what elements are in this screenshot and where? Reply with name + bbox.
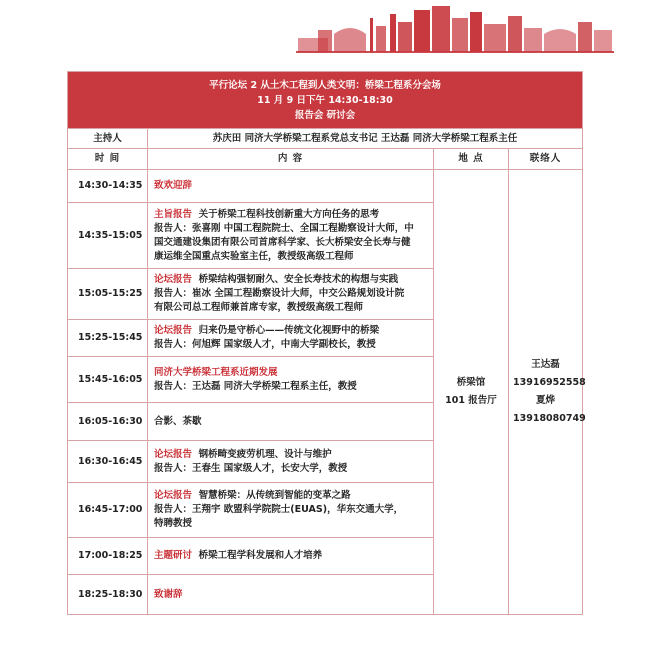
row-title: 关于桥梁工程科技创新重大方向任务的思考 (198, 208, 380, 220)
row-time: 15:25-15:45 (68, 320, 148, 357)
row-time: 16:05-16:30 (68, 403, 148, 441)
row-content (148, 357, 434, 403)
row-time: 16:30-16:45 (68, 441, 148, 483)
row-detail: 报告人：王春生 国家级人才，长安大学，教授 (154, 462, 348, 474)
col-time-header: 时 间 (68, 149, 148, 170)
row-tag: 论坛报告 (154, 325, 193, 336)
row-tag: 论坛报告 (154, 490, 193, 501)
row-content (148, 575, 434, 615)
host-value: 苏庆田 同济大学桥梁工程系党总支书记 王达磊 同济大学桥梁工程系主任 (148, 129, 583, 149)
forum-header (68, 72, 583, 129)
host-label: 主持人 (68, 129, 148, 149)
row-title: 合影、茶歇 (154, 415, 202, 427)
venue-cell (434, 170, 509, 615)
row-content (148, 538, 434, 575)
forum-format: 报告会 研讨会 (294, 110, 356, 121)
row-detail: 康运维全国重点实验室主任，教授级高级工程师 (154, 250, 354, 262)
row-detail: 国交通建设集团有限公司首席科学家、长大桥梁安全长寿与健 (154, 236, 411, 248)
row-tag: 论坛报告 (154, 274, 193, 285)
row-content (148, 203, 434, 269)
row-detail: 报告人：王翔宇 欧盟科学院院士(EUAS)，华东交通大学， (154, 504, 404, 515)
schedule-table (67, 71, 586, 615)
forum-date: 11 月 9 日下午 14:30-18:30 (257, 95, 393, 106)
skyline-banner (0, 0, 650, 56)
row-detail: 报告人：张喜刚 中国工程院院士、全国工程勘察设计大师，中 (154, 222, 414, 234)
row-title: 桥梁结构强韧耐久、安全长寿技术的构想与实践 (198, 274, 399, 285)
row-content (148, 269, 434, 320)
row-title: 桥梁工程学科发展和人才培养 (198, 550, 323, 561)
host-row (68, 129, 583, 149)
col-content-header: 内 容 (148, 149, 434, 170)
row-time: 17:00-18:25 (68, 538, 148, 575)
row-tag: 论坛报告 (154, 448, 193, 460)
contact-phone-2: 13918080749 (513, 413, 586, 424)
row-detail: 有限公司总工程师兼首席专家，教授级高级工程师 (154, 302, 364, 313)
row-time: 18:25-18:30 (68, 575, 148, 615)
row-time: 15:05-15:25 (68, 269, 148, 320)
row-detail: 特聘教授 (154, 518, 193, 529)
col-venue-header: 地 点 (434, 149, 509, 170)
contact-name-2: 夏烨 (536, 395, 556, 406)
column-header-row (68, 149, 583, 170)
table-row (68, 170, 583, 203)
contact-name-1: 王达磊 (531, 359, 560, 370)
row-detail: 报告人：何旭辉 国家级人才，中南大学副校长，教授 (154, 339, 376, 350)
venue-room: 101 报告厅 (445, 395, 497, 406)
row-time: 16:45-17:00 (68, 483, 148, 538)
row-detail: 报告人：崔冰 全国工程勘察设计大师，中交公路规划设计院 (154, 288, 405, 299)
row-time: 14:30-14:35 (68, 170, 148, 203)
col-contact-header: 联络人 (509, 149, 583, 170)
contact-phone-1: 13916952558 (513, 377, 586, 388)
row-title: 智慧桥梁：从传统到智能的变革之路 (198, 490, 351, 501)
row-tag: 主题研讨 (154, 550, 193, 561)
row-content (148, 403, 434, 441)
row-time: 14:35-15:05 (68, 203, 148, 269)
forum-header-row (68, 72, 583, 129)
row-content (148, 441, 434, 483)
row-time: 15:45-16:05 (68, 357, 148, 403)
contact-cell (509, 170, 586, 615)
row-tag: 致欢迎辞 (154, 180, 193, 191)
row-title: 归来仍是守桥心——传统文化视野中的桥梁 (198, 325, 380, 336)
row-tag: 同济大学桥梁工程系近期发展 (154, 366, 278, 378)
row-tag: 主旨报告 (154, 208, 193, 220)
forum-title: 平行论坛 2 从土木工程到人类文明：桥梁工程系分会场 (209, 80, 441, 91)
row-content (148, 483, 434, 538)
row-detail: 报告人：王达磊 同济大学桥梁工程系主任，教授 (154, 380, 357, 392)
schedule-table-wrapper (67, 71, 586, 615)
row-content (148, 170, 434, 203)
row-content (148, 320, 434, 357)
row-title: 钢桥畸变疲劳机理、设计与维护 (198, 448, 332, 460)
row-tag: 致谢辞 (154, 588, 183, 600)
venue-building: 桥梁馆 (456, 377, 486, 388)
